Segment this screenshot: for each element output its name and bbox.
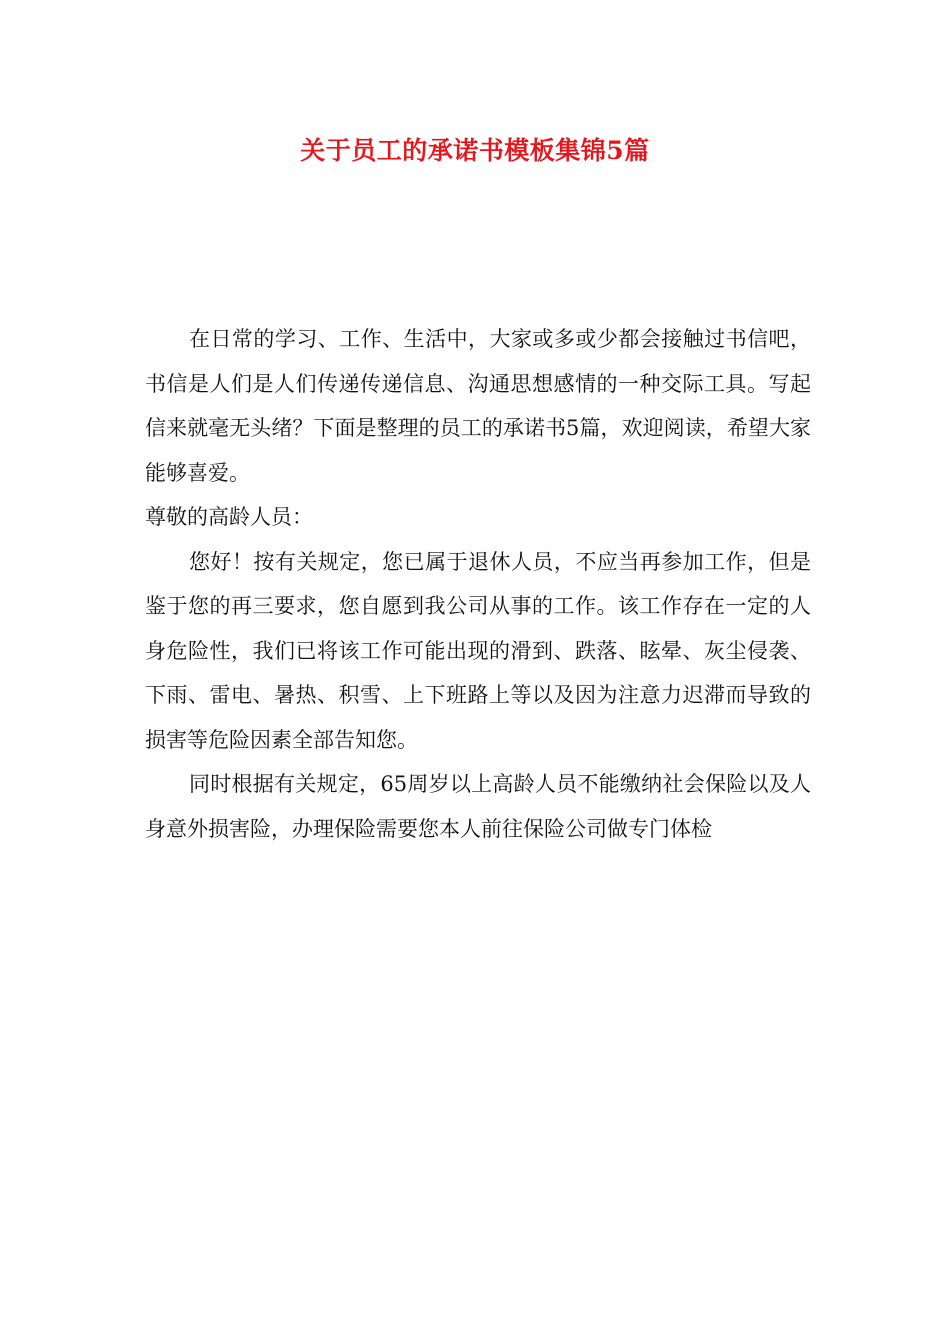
salutation-line: 尊敬的高龄人员： — [145, 505, 313, 529]
intro-paragraph: 在日常的学习、工作、生活中，大家或多或少都会接触过书信吧，书信是人们是人们传递传递信息、沟通思想感情的一种交际工具。写起信来就毫无头绪？下面是整理的员工的承诺书5篇，欢迎阅读，希望大家能够喜爱。 — [145, 327, 811, 485]
body-paragraph-1: 您好！按有关规定，您已属于退休人员，不应当再参加工作，但是鉴于您的再三要求，您自愿到我公司从事的工作。该工作存在一定的人身危险性，我们已将该工作可能出现的滑到、跌落、眩晕、灰尘侵袭、下雨、雷电、暑热、积雪、上下班路上等以及因为注意力迟滞而导致的损害等危险因素全部告知您。 — [145, 549, 811, 752]
document-body — [145, 317, 811, 851]
document-title: 关于员工的承诺书模板集锦5篇 — [300, 136, 650, 165]
body-paragraph-2: 同时根据有关规定，65周岁以上高龄人员不能缴纳社会保险以及人身意外损害险，办理保险需要您本人前往保险公司做专门体检 — [145, 772, 811, 841]
